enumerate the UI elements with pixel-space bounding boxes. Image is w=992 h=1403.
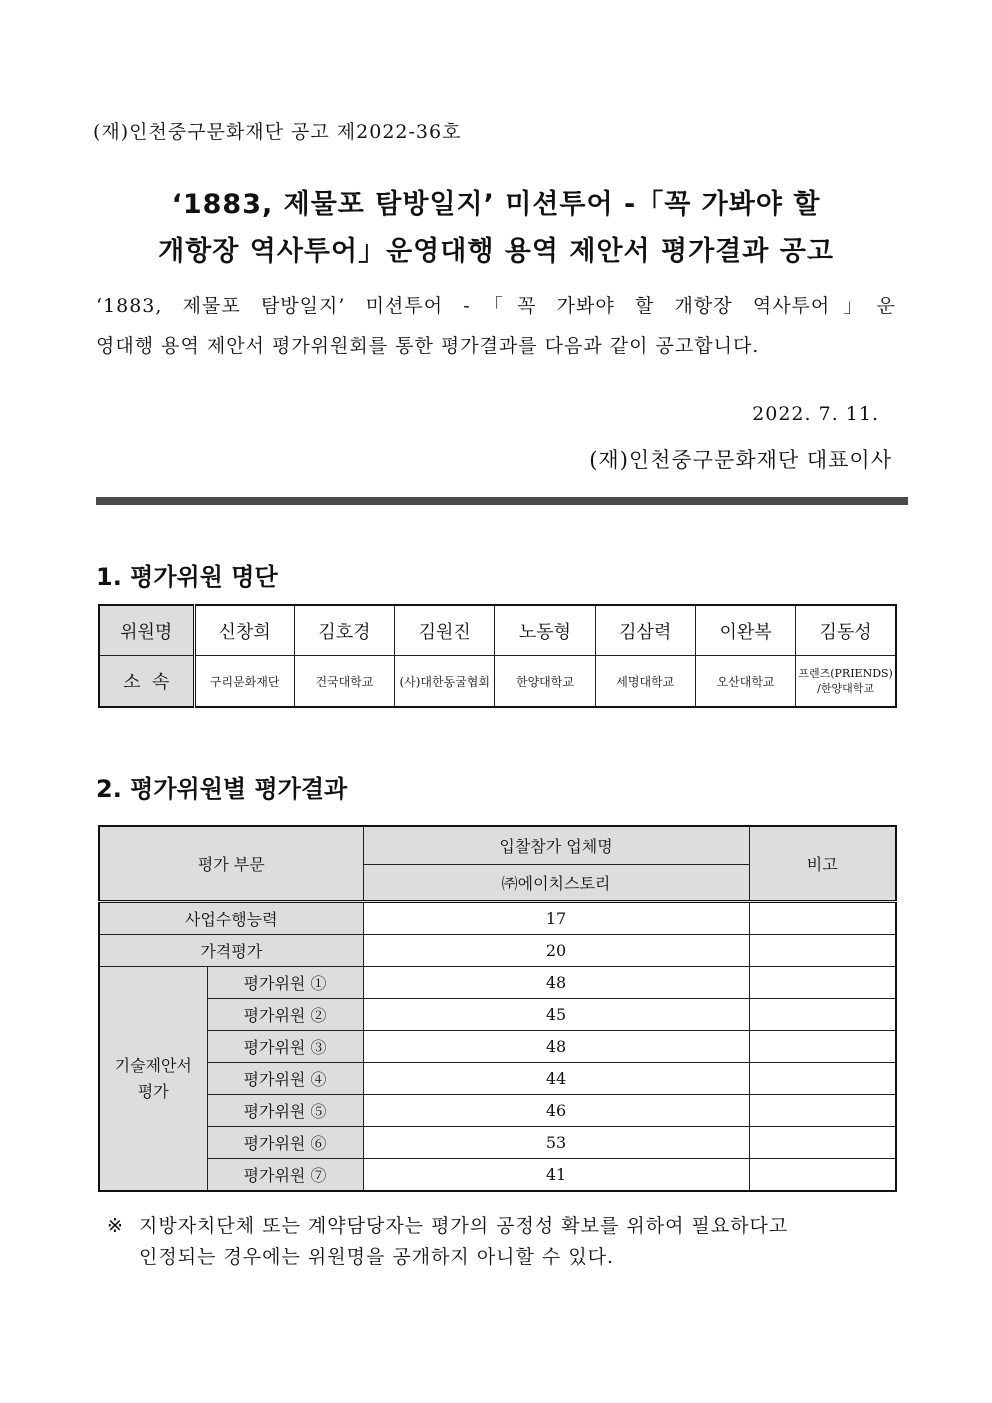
member-name: 이완복 <box>695 605 795 656</box>
member-affiliation: 오산대학교 <box>695 656 795 708</box>
intro-paragraph-line2: 영대행 용역 제안서 평가위원회를 통한 평가결과를 다음과 같이 공고합니다. <box>96 335 760 357</box>
table-row <box>99 1063 896 1095</box>
table-row <box>99 826 896 865</box>
table-row <box>99 1095 896 1127</box>
document-title-line1: ‘1883, 제물포 탐방일지’ 미션투어 -「꼭 가봐야 할 <box>171 189 821 220</box>
notice-date: 2022. 7. 11. <box>752 403 879 425</box>
remark-cell <box>749 935 896 967</box>
row-label: 평가위원 ② <box>207 999 363 1031</box>
remark-cell <box>749 967 896 999</box>
score-cell: 44 <box>363 1063 749 1095</box>
footnote-line2: 인정되는 경우에는 위원명을 공개하지 아니할 수 있다. <box>139 1246 615 1268</box>
member-affiliation: 한양대학교 <box>495 656 595 708</box>
footnote-line1: 지방자치단체 또는 계약담당자는 평가의 공정성 확보를 위하여 필요하다고 <box>139 1215 789 1237</box>
affiliation-line: 프렌즈(PRIENDS) <box>798 667 893 680</box>
table-row <box>99 1031 896 1063</box>
row-label: 평가위원 ⑥ <box>207 1127 363 1159</box>
score-cell: 46 <box>363 1095 749 1127</box>
bidder-name: ㈜에이치스토리 <box>363 865 749 902</box>
remark-cell <box>749 1063 896 1095</box>
member-affiliation: 구리문화재단 <box>194 656 294 708</box>
section-heading-results: 2. 평가위원별 평가결과 <box>96 775 348 803</box>
remark-cell <box>749 1159 896 1192</box>
notice-number: (재)인천중구문화재단 공고 제2022-36호 <box>93 121 462 143</box>
score-cell: 53 <box>363 1127 749 1159</box>
header-category: 평가 부문 <box>99 826 363 902</box>
member-name: 신창희 <box>194 605 294 656</box>
row-label: 평가위원 ③ <box>207 1031 363 1063</box>
row-label: 평가위원 ⑤ <box>207 1095 363 1127</box>
remark-cell <box>749 999 896 1031</box>
header-bidders: 입찰참가 업체명 <box>363 826 749 865</box>
score-cell: 17 <box>363 902 749 935</box>
intro-paragraph-line1: ‘1883, 제물포 탐방일지’ 미션투어 -「꼭 가봐야 할 개항장 역사투어」운 <box>96 295 896 317</box>
issuer: (재)인천중구문화재단 대표이사 <box>589 448 892 472</box>
section-heading-committee: 1. 평가위원 명단 <box>96 563 278 591</box>
member-name: 김삼력 <box>595 605 695 656</box>
row-label: 평가위원 ① <box>207 967 363 999</box>
row-label: 가격평가 <box>99 935 363 967</box>
group-label-line: 기술제안서 <box>114 1055 192 1075</box>
technical-group-label <box>99 967 207 1192</box>
divider <box>96 497 908 505</box>
table-row <box>99 1127 896 1159</box>
member-name: 김동성 <box>796 605 896 656</box>
table-row <box>99 656 896 708</box>
remark-cell <box>749 1031 896 1063</box>
committee-table <box>98 604 897 708</box>
member-name: 노동형 <box>495 605 595 656</box>
header-remarks: 비고 <box>749 826 896 902</box>
score-cell: 48 <box>363 967 749 999</box>
member-affiliation: 세명대학교 <box>595 656 695 708</box>
member-affiliation <box>796 656 896 708</box>
remark-cell <box>749 1127 896 1159</box>
document-title-line2: 개항장 역사투어」운영대행 용역 제안서 평가결과 공고 <box>158 236 834 267</box>
score-cell: 41 <box>363 1159 749 1192</box>
member-affiliation: (사)대한동굴협회 <box>395 656 495 708</box>
row-label: 평가위원 ④ <box>207 1063 363 1095</box>
table-row <box>99 935 896 967</box>
table-row <box>99 999 896 1031</box>
results-table <box>98 825 897 1192</box>
remark-cell <box>749 902 896 935</box>
table-row <box>99 605 896 656</box>
table-row <box>99 902 896 935</box>
table-row <box>99 967 896 999</box>
row-label: 평가위원 ⑦ <box>207 1159 363 1192</box>
score-cell: 45 <box>363 999 749 1031</box>
header-member-name: 위원명 <box>99 605 194 656</box>
footnote <box>107 1211 788 1273</box>
score-cell: 48 <box>363 1031 749 1063</box>
member-name: 김원진 <box>395 605 495 656</box>
remark-cell <box>749 1095 896 1127</box>
member-affiliation: 건국대학교 <box>294 656 394 708</box>
table-row <box>99 1159 896 1192</box>
reference-mark-icon: ※ <box>107 1215 124 1237</box>
row-label: 사업수행능력 <box>99 902 363 935</box>
header-affiliation: 소 속 <box>99 656 194 708</box>
score-cell: 20 <box>363 935 749 967</box>
affiliation-line: /한양대학교 <box>817 682 875 695</box>
group-label-line: 평가 <box>137 1081 169 1101</box>
member-name: 김호경 <box>294 605 394 656</box>
